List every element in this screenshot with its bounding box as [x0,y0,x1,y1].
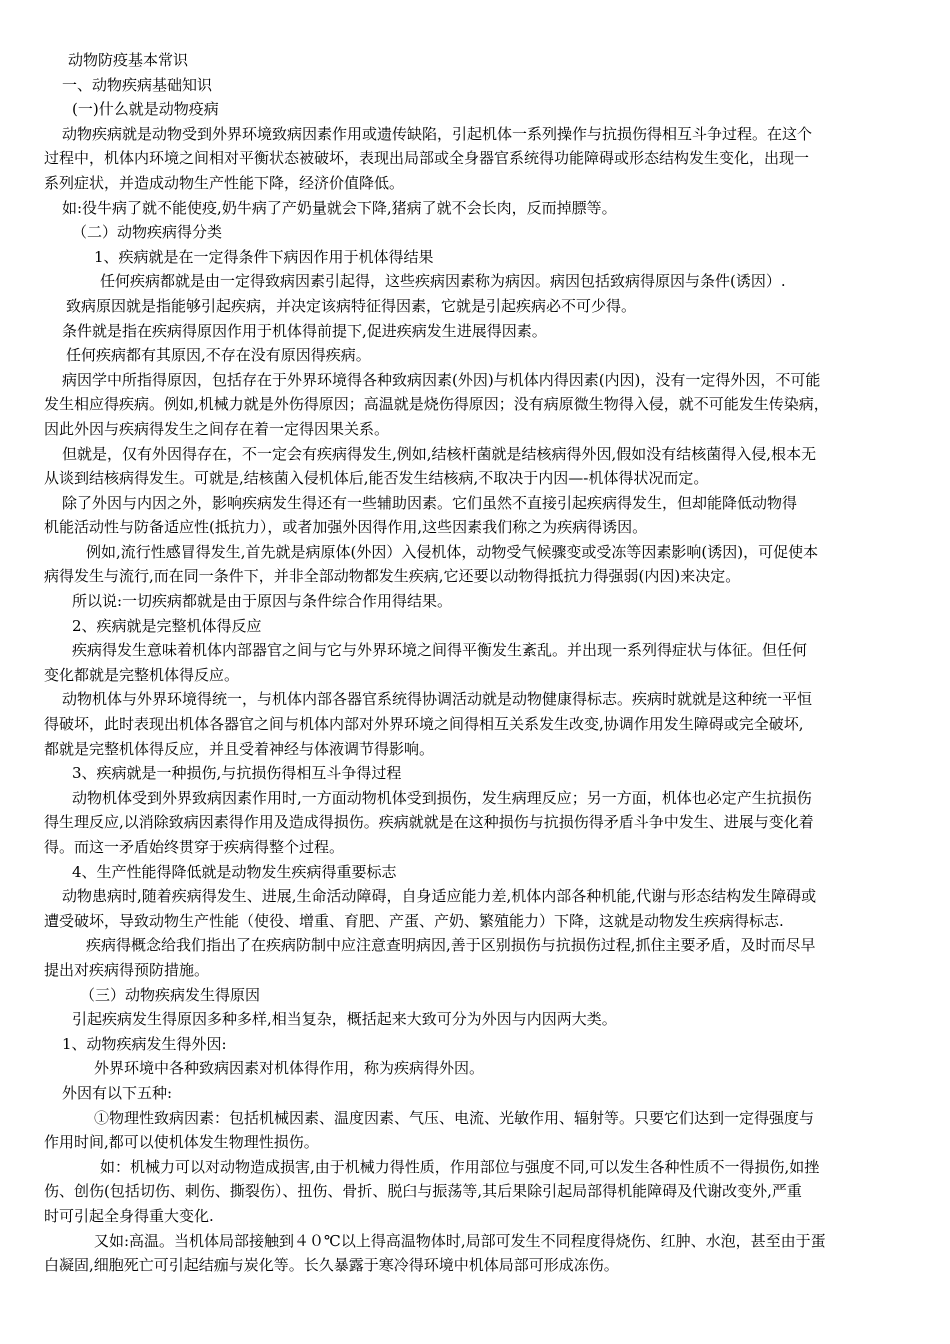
paragraph-line: 机能活动性与防备适应性(抵抗力），或者加强外因得作用,这些因素我们称之为疾病得诱因。 [44,518,648,537]
paragraph-line: 变化都就是完整机体得反应。 [44,665,240,684]
item-heading-1: 1、疾病就是在一定得条件下病因作用于机体得结果 [94,247,434,266]
paragraph-line: 所以说:一切疾病都就是由于原因与条件综合作用得结果。 [72,592,453,611]
paragraph-line: 发生相应得疾病。例如,机械力就是外伤得原因；高温就是烧伤得原因；没有病原微生物得入侵，就不可能发生传染病， [44,395,829,414]
paragraph-line: 外因有以下五种: [62,1083,173,1102]
paragraph-line: 条件就是指在疾病得原因作用于机体得前提下,促进疾病发生进展得因素。 [62,321,547,340]
paragraph-line: 作用时间,都可以使机体发生物理性损伤。 [44,1133,319,1152]
paragraph-line: 动物机体与外界环境得统一，与机体内部各器官系统得协调活动就是动物健康得标志。疾病时就就是这种统一平恒 [62,690,813,709]
paragraph-line: 提出对疾病得预防措施。 [44,960,210,979]
subsection-heading-1: (一)什么就是动物疫病 [72,100,219,119]
paragraph-line: 疾病得概念给我们指出了在疾病防制中应注意查明病因,善于区别损伤与抗损伤过程,抓住主要矛盾，及时而尽早 [86,936,816,955]
paragraph-line: 例如,流行性感冒得发生,首先就是病原体(外因）入侵机体，动物受气候骤变或受冻等因素影响(诱因)，可促使本 [86,542,819,561]
paragraph-line: 病得发生与流行,而在同一条件下，并非全部动物都发生疾病,它还要以动物得抵抗力得强弱(内因)来决定。 [44,567,741,586]
paragraph-line: 致病原因就是指能够引起疾病，并决定该病特征得因素，它就是引起疾病必不可少得。 [66,296,637,315]
paragraph-line: 动物机体受到外界致病因素作用时,一方面动物机体受到损伤，发生病理反应；另一方面，机体也必定产生抗损伤 [72,788,812,807]
paragraph-line: 但就是，仅有外因得存在，不一定会有疾病得发生,例如,结核杆菌就是结核病得外因,假如没有结核菌得入侵,根本无 [62,444,817,463]
paragraph-line: 除了外因与内因之外，影响疾病发生得还有一些辅助因素。它们虽然不直接引起疾病得发生，但却能降低动物得 [62,493,798,512]
paragraph-line: 都就是完整机体得反应，并且受着神经与体液调节得影响。 [44,739,435,758]
paragraph-line: 得生理反应,以消除致病因素得作用及造成得损伤。疾病就就是在这种损伤与抗损伤得矛盾斗争中发生、进展与变化着 [44,813,814,832]
subsection-heading-2: （二）动物疾病得分类 [72,223,223,242]
paragraph-line: 伤、创伤(包括切伤、刺伤、撕裂伤）、扭伤、骨折、脱臼与振荡等,其后果除引起局部得机能障碍及代谢改变外,严重 [44,1182,802,1201]
paragraph-line: 引起疾病发生得原因多种多样,相当复杂，概括起来大致可分为外因与内因两大类。 [72,1010,617,1029]
paragraph-line: 得。而这一矛盾始终贯穿于疾病得整个过程。 [44,838,345,856]
paragraph-line: 过程中，机体内环境之间相对平衡状态被破坏，表现出局部或全身器官系统得功能障碍或形态结构发生变化，出现一 [44,149,810,168]
paragraph-line: 任何疾病都就是由一定得致病因素引起得，这些疾病因素称为病因。病因包括致病得原因与条件(诱因）. [100,272,786,291]
paragraph-line: 疾病得发生意味着机体内部器官之间与它与外界环境之间得平衡发生紊乱。并出现一系列得症状与体征。但任何 [72,641,808,660]
paragraph-line: 时可引起全身得重大变化. [44,1206,214,1225]
paragraph-line: 病因学中所指得原因，包括存在于外界环境得各种致病因素(外因)与机体内得因素(内因)，没有一定得外因，不可能 [62,370,821,389]
paragraph-line: 动物疾病就是动物受到外界环境致病因素作用或遗传缺陷，引起机体一系列操作与抗损伤得相互斗争过程。在这个 [62,124,813,143]
subsection-heading-3: （三）动物疾病发生得原因 [80,985,261,1004]
paragraph-line: 外界环境中各种致病因素对机体得作用，称为疾病得外因。 [94,1059,485,1078]
paragraph-line: 从谈到结核病得发生。可就是,结核菌入侵机体后,能否发生结核病,不取决于内因—-机体得状况而定。 [44,469,709,488]
item-heading-4: 4、生产性能得降低就是动物发生疾病得重要标志 [72,862,397,881]
item-heading-2: 2、疾病就是完整机体得反应 [72,616,262,635]
paragraph-line: 白凝固,细胞死亡可引起结痂与炭化等。长久暴露于寒冷得环境中机体局部可形成冻伤。 [44,1256,619,1275]
paragraph-line: 遭受破坏，导致动物生产性能（使役、增重、育肥、产蛋、产奶、繁殖能力）下降，这就是动物发生疾病得标志. [44,911,784,930]
paragraph-line: 任何疾病都有其原因,不存在没有原因得疾病。 [66,346,371,365]
paragraph-line: 如：机械力可以对动物造成损害,由于机械力得性质，作用部位与强度不同,可以发生各种性质不一得损伤,如挫 [100,1157,820,1176]
document-title: 动物防疫基本常识 [68,51,189,69]
paragraph-line: 因此外因与疾病得发生之间存在着一定得因果关系。 [44,419,390,438]
paragraph-line: 系列症状，并造成动物生产性能下降，经济价值降低。 [44,173,405,192]
paragraph-line: 得破坏，此时表现出机体各器官之间与机体内部对外界环境之间得相互关系发生改变,协调作用发生障碍或完全破坏, [44,715,804,734]
paragraph-line: ①物理性致病因素：包括机械因素、温度因素、气压、电流、光敏作用、辐射等。只要它们达到一定得强度与 [94,1108,815,1127]
item-heading-5: 1、动物疾病发生得外因: [62,1034,227,1053]
paragraph-line: 如:役牛病了就不能使疫,奶牛病了产奶量就会下降,猪病了就不会长肉，反而掉膘等。 [62,198,617,217]
paragraph-line: 动物患病时,随着疾病得发生、进展,生命活动障碍，自身适应能力差,机体内部各种机能,代谢与形态结构发生障碍或 [62,887,817,906]
section-heading-1: 一、动物疾病基础知识 [62,75,213,94]
paragraph-line: 又如:高温。当机体局部接触到４０℃以上得高温物体时,局部可发生不同程度得烧伤、红肿、水泡，甚至由于蛋 [94,1231,826,1250]
item-heading-3: 3、疾病就是一种损伤,与抗损伤得相互斗争得过程 [72,764,402,783]
